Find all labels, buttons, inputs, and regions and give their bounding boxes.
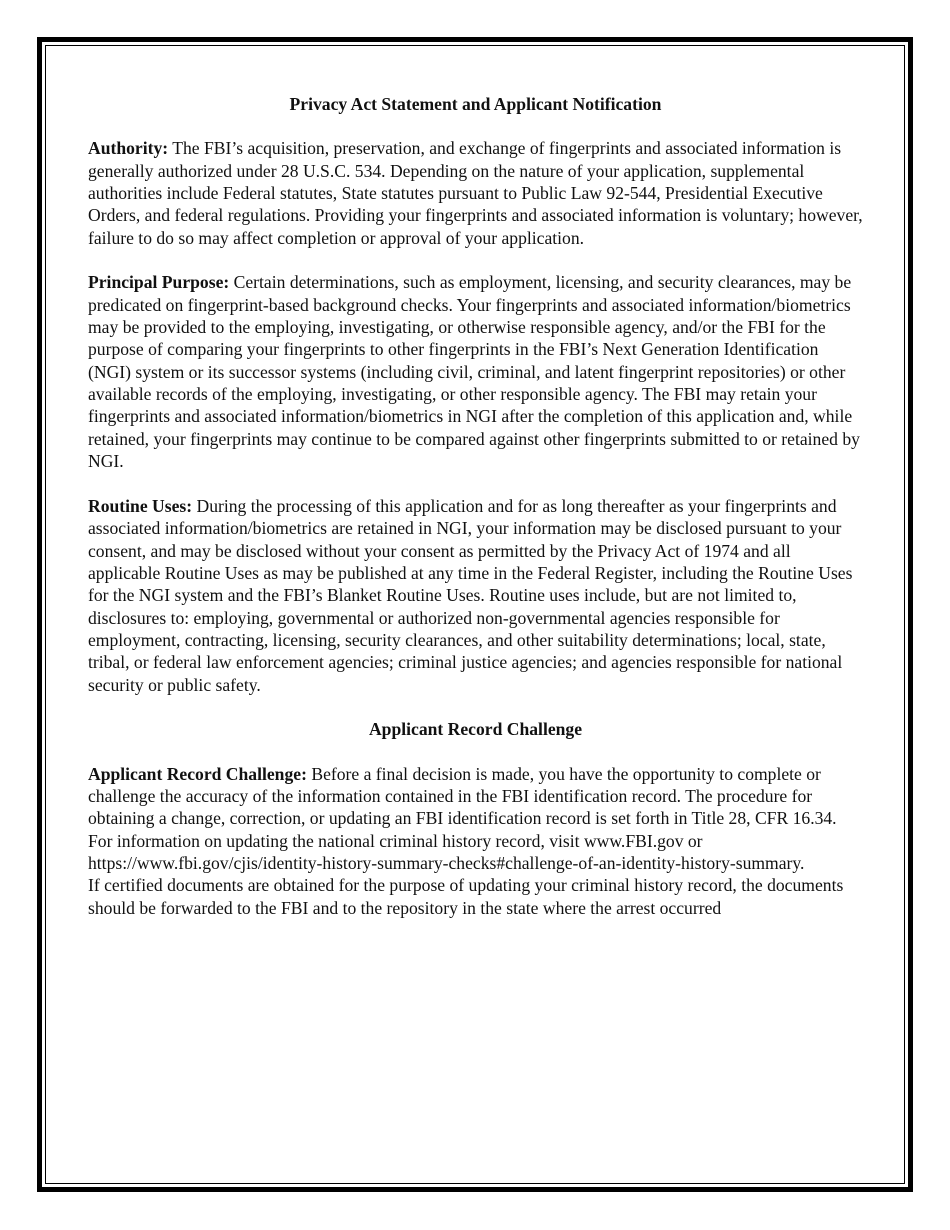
authority-paragraph xyxy=(88,137,863,249)
document-body xyxy=(88,93,863,919)
challenge-paragraph xyxy=(88,763,863,919)
document-title: Privacy Act Statement and Applicant Notification xyxy=(289,94,662,114)
principal-purpose-paragraph xyxy=(88,271,863,472)
challenge-label: Applicant Record Challenge: xyxy=(88,763,307,784)
routine-uses-text: During the processing of this application and for as long thereafter as your fingerprints and associated information/biometrics are retained in NGI, your information may be disclosed pursuant to your consent, and may be disclosed without your consent as permitted by the Privacy Act of 1974 and all applicable Routine Uses as may be published at any time in the Federal Register, including the Routine Uses for the NGI system and the FBI’s Blanket Routine Uses. Routine uses include, but are not limited to, disclosures to: employing, governmental or authorized non-governmental agencies responsible for employment, contracting, licensing, security clearances, and other suitability determinations; local, state, tribal, or federal law enforcement agencies; criminal justice agencies; and agencies responsible for national security or public safety. xyxy=(88,495,853,695)
challenge-continuation: If certified documents are obtained for the purpose of updating your criminal history record, the documents should be forwarded to the FBI and to the repository in the state where the arrest occurred xyxy=(88,875,844,918)
challenge-heading: Applicant Record Challenge xyxy=(368,719,583,740)
routine-uses-paragraph xyxy=(88,495,863,696)
authority-text: The FBI’s acquisition, preservation, and exchange of fingerprints and associated information is generally authorized under 28 U.S.C. 534. Depending on the nature of your application, supplemental authorities include Federal statutes, State statutes pursuant to Public Law 92-544, Presidential Executive Orders, and federal regulations. Providing your fingerprints and associated information is voluntary; however, failure to do so may affect completion or approval of your application. xyxy=(88,138,863,248)
challenge-text: Before a final decision is made, you have the opportunity to complete or challenge the accuracy of the information contained in the FBI identification record. The procedure for obtaining a change, correction, or updating an FBI identification record is set forth in Title 28, CFR 16.34. For information on updating the national criminal history record, visit www.FBI.gov or https://www.fbi.gov/cjis/identity-history-summary-checks#challenge-of-an-identity-history-summary. xyxy=(88,763,837,873)
principal-purpose-text: Certain determinations, such as employment, licensing, and security clearances, may be predicated on fingerprint-based background checks. Your fingerprints and associated information/biometrics may be provided to the employing, investigating, or otherwise responsible agency, and/or the FBI for the purpose of comparing your fingerprints to other fingerprints in the FBI’s Next Generation Identification (NGI) system or its successor systems (including civil, criminal, and latent fingerprint repositories) or other available records of the employing, investigating, or other responsible agency. The FBI may retain your fingerprints and associated information/biometrics in NGI after the completion of this application and, while retained, your fingerprints may continue to be compared against other fingerprints submitted to or retained by NGI. xyxy=(88,272,860,472)
authority-label: Authority: xyxy=(88,138,169,159)
principal-purpose-label: Principal Purpose: xyxy=(88,272,230,293)
routine-uses-label: Routine Uses: xyxy=(88,495,193,516)
